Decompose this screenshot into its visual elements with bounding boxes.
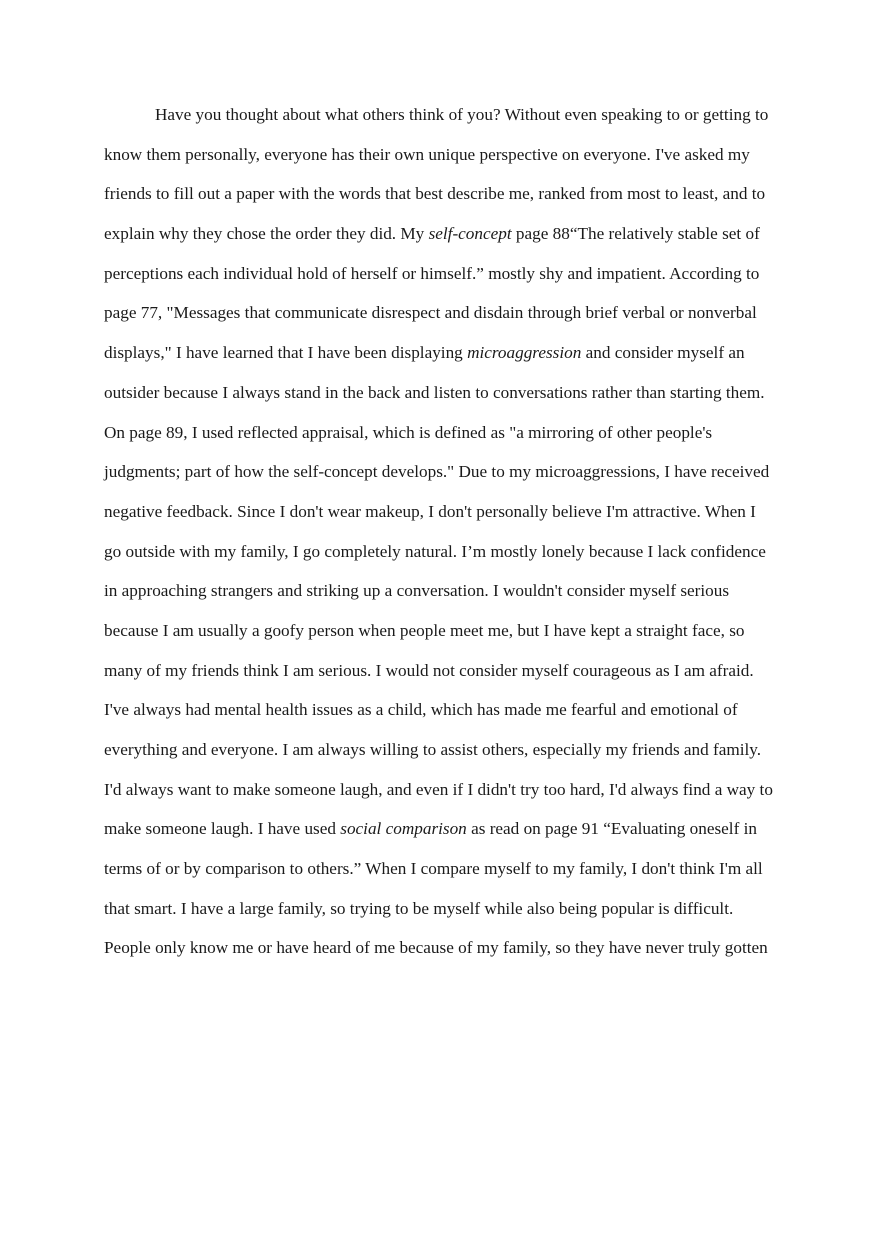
text-line bbox=[104, 571, 776, 611]
text-line bbox=[104, 135, 776, 175]
text-line bbox=[104, 611, 776, 651]
text-line bbox=[104, 254, 776, 294]
text-line bbox=[104, 413, 776, 453]
text-line bbox=[104, 214, 776, 254]
text-segment: know them personally, everyone has their own unique perspective on everyone. I've asked my bbox=[104, 144, 750, 164]
text-segment: page 88“The relatively stable set of bbox=[511, 224, 760, 244]
essay-paragraph bbox=[104, 95, 776, 968]
text-line bbox=[104, 849, 776, 889]
text-line bbox=[104, 373, 776, 413]
text-segment: friends to fill out a paper with the words that best describe me, ranked from most to least, and to bbox=[104, 184, 766, 204]
text-segment: judgments; part of how the self-concept develops." Due to my microaggressions, I have received bbox=[104, 462, 770, 482]
text-segment: displays," I have learned that I have been displaying bbox=[104, 343, 468, 363]
text-segment: terms of or by comparison to others.” When I compare myself to my family, I don't think I'm all bbox=[104, 859, 763, 879]
text-line bbox=[104, 809, 776, 849]
text-line bbox=[104, 730, 776, 770]
text-line bbox=[104, 651, 776, 691]
italic-term: microaggression bbox=[467, 343, 582, 363]
italic-term: self-concept bbox=[428, 224, 512, 244]
text-segment: negative feedback. Since I don't wear makeup, I don't personally believe I'm attractive. When I bbox=[104, 501, 756, 521]
text-line bbox=[104, 492, 776, 532]
text-segment: make someone laugh. I have used bbox=[104, 819, 341, 839]
text-line bbox=[104, 532, 776, 572]
text-segment: I've always had mental health issues as a child, which has made me fearful and emotional of bbox=[104, 700, 738, 720]
text-segment: as read on page 91 “Evaluating oneself in bbox=[466, 819, 757, 839]
text-line bbox=[104, 928, 776, 968]
text-segment: and consider myself an bbox=[581, 343, 745, 363]
text-segment: explain why they chose the order they did. My bbox=[104, 224, 429, 244]
text-segment: many of my friends think I am serious. I would not consider myself courageous as I am afraid. bbox=[104, 660, 754, 680]
text-segment: perceptions each individual hold of herself or himself.” mostly shy and impatient. According to bbox=[104, 263, 760, 283]
italic-term: social comparison bbox=[340, 819, 467, 839]
text-segment: Have you thought about what others think of you? Without even speaking to or getting to bbox=[155, 105, 769, 124]
text-segment: People only know me or have heard of me because of my family, so they have never truly gotten bbox=[104, 938, 768, 958]
text-segment: in approaching strangers and striking up a conversation. I wouldn't consider myself serious bbox=[104, 581, 730, 601]
text-line bbox=[104, 690, 776, 730]
text-line bbox=[104, 95, 776, 135]
text-segment: I'd always want to make someone laugh, and even if I didn't try too hard, I'd always find a way to bbox=[104, 779, 773, 799]
text-segment: On page 89, I used reflected appraisal, which is defined as "a mirroring of other people's bbox=[104, 422, 713, 442]
text-line bbox=[104, 174, 776, 214]
text-segment: page 77, "Messages that communicate disrespect and disdain through brief verbal or nonverbal bbox=[104, 303, 757, 323]
text-segment: outsider because I always stand in the back and listen to conversations rather than starting them. bbox=[104, 382, 765, 402]
text-line bbox=[104, 889, 776, 929]
text-line bbox=[104, 333, 776, 373]
text-segment: because I am usually a goofy person when people meet me, but I have kept a straight face, so bbox=[104, 620, 745, 640]
text-line bbox=[104, 452, 776, 492]
text-segment: everything and everyone. I am always willing to assist others, especially my friends and family. bbox=[104, 740, 762, 759]
text-segment: that smart. I have a large family, so trying to be myself while also being popular is difficult. bbox=[104, 898, 734, 918]
text-line bbox=[104, 770, 776, 810]
text-line bbox=[104, 293, 776, 333]
text-segment: go outside with my family, I go completely natural. I’m mostly lonely because I lack confidence bbox=[104, 541, 766, 561]
